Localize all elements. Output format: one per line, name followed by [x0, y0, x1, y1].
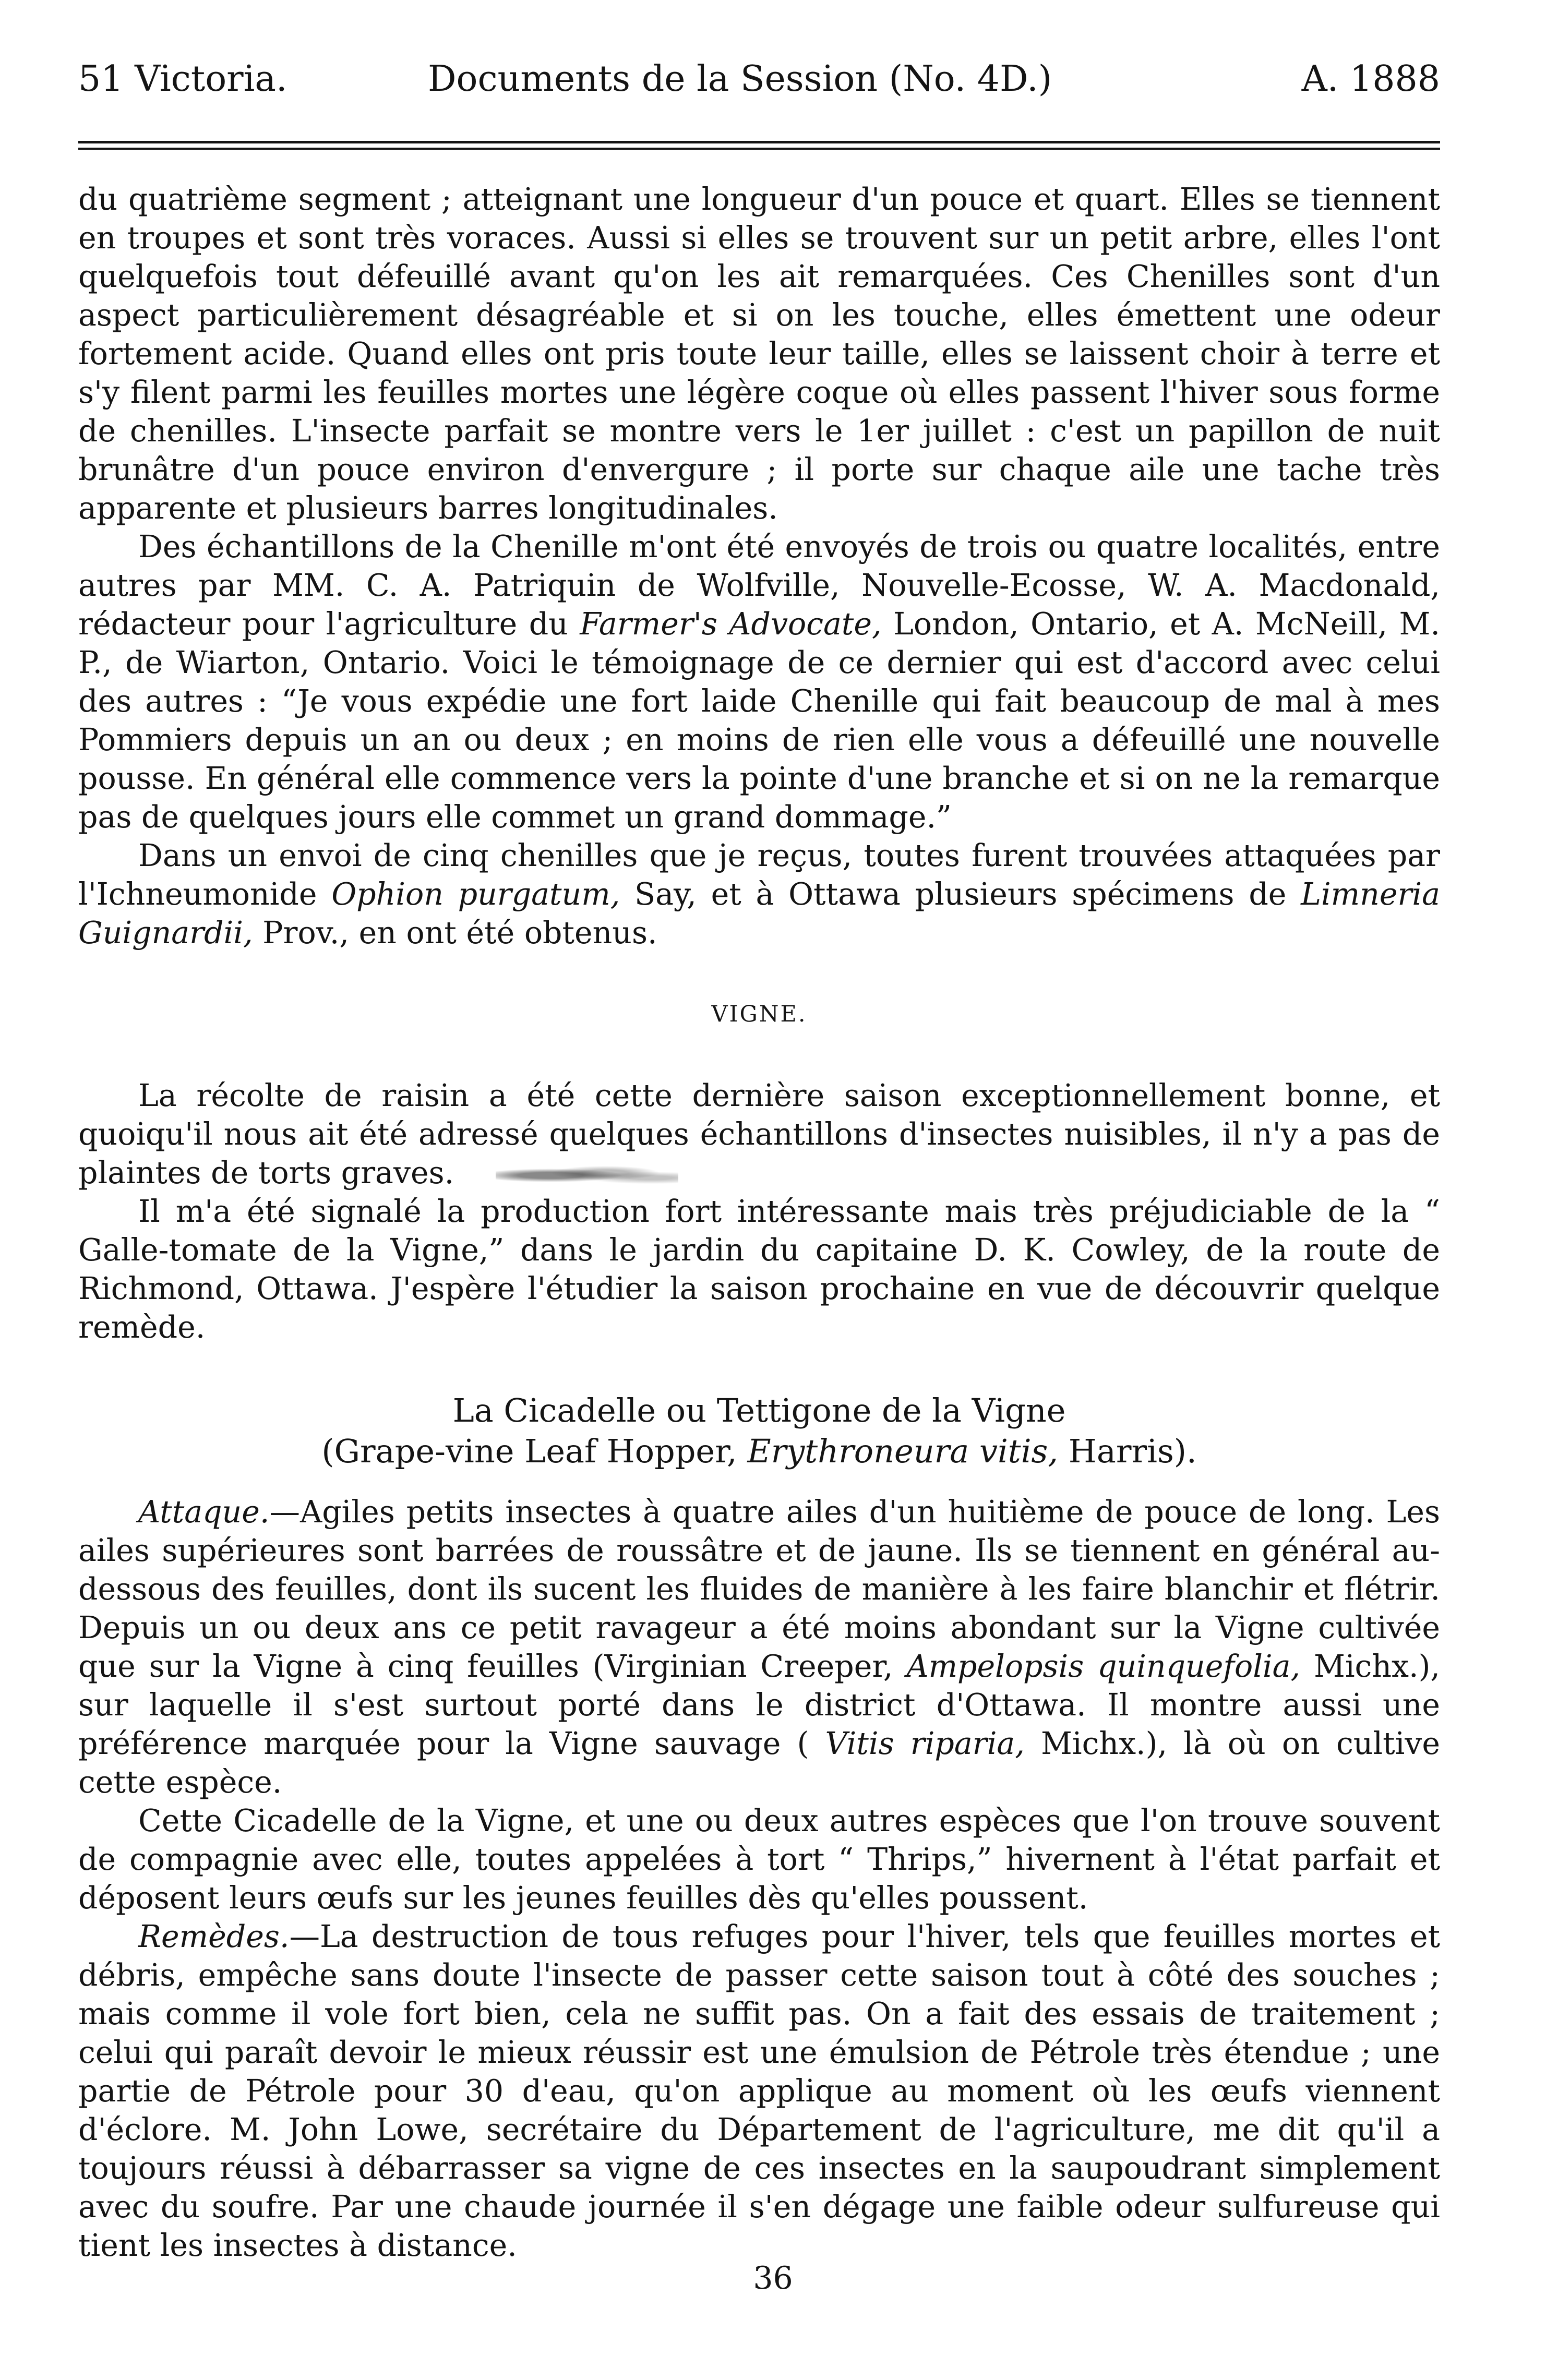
- paragraph-recolte: [78, 1076, 1440, 1192]
- italic-run: Farmer's Advocate,: [580, 606, 882, 642]
- italic-run: Ophion purgatum,: [331, 876, 620, 912]
- text-run: Harris).: [1058, 1432, 1197, 1470]
- text-run: du quatrième segment ; atteignant une longueur d'un pouce et quart. Elles se tiennent en troupes et sont très voraces. Aussi si elles se trouvent sur un petit arbre, elles l'ont quelquefois tout défeuillé avant qu'on les ait remarquées. Ces Chenilles sont d'un aspect particulièrement désagréable et si on les touche, elles émettent une odeur fortement acide. Quand elles ont pris toute leur taille, elles se laissent choir à terre et s'y filent parmi les feuilles mortes une légère coque où elles passent l'hiver sous forme de chenilles. L'insecte parfait se montre vers le 1er juillet : c'est un papillon de nuit brunâtre d'un pouce environ d'envergure ; il porte sur chaque aile une tache très apparente et plusieurs barres longitudinales.: [78, 182, 1440, 526]
- italic-run: Attaque.: [138, 1494, 270, 1530]
- paragraph-remedes: [78, 1917, 1440, 2265]
- species-title: [78, 1390, 1440, 1472]
- ink-smudge: [496, 1163, 678, 1187]
- species-title-line-1: La Cicadelle ou Tettigone de la Vigne: [452, 1391, 1066, 1429]
- text-run: Michx.), sur laquelle il s'est surtout porté dans le district d'Ottawa. Il montre aussi une préférence marquée pour la Vigne sauvage (: [78, 1649, 1440, 1761]
- text-run: La récolte de raisin a été cette dernière saison exceptionnellement bonne, et quoiqu'il nous ait été adressé quelques échantillons d'insectes nuisibles, il n'y a pas de plaintes de torts graves.: [78, 1078, 1440, 1191]
- paragraph-chenille-description: [78, 180, 1440, 527]
- italic-run: Vitis riparia,: [825, 1726, 1025, 1761]
- text-run: —Agiles petits insectes à quatre ailes d'un huitième de pouce de long. Les ailes supérieures sont barrées de roussâtre et de jaune. Ils se tiennent en général au-dessous des feuilles, dont ils sucent les fluides de manière à les faire blanchir et flétrir. Depuis un ou deux ans ce petit ravageur a été moins abondant sur la Vigne cultivée que sur la Vigne à cinq feuilles (Virginian Creeper,: [78, 1494, 1440, 1684]
- italic-run: Limneria Guignardii,: [78, 876, 1441, 951]
- text-run: Prov., en ont été obtenus.: [253, 915, 657, 951]
- text-run: (Grape-vine Leaf Hopper,: [321, 1432, 748, 1470]
- paragraph-echantillons: [78, 527, 1440, 836]
- page-number: 36: [753, 2260, 793, 2297]
- text-run: Say, et à Ottawa plusieurs spécimens de: [620, 876, 1301, 912]
- header-volume: 51 Victoria.: [78, 58, 287, 100]
- italic-run: Erythroneura vitis,: [747, 1432, 1059, 1470]
- header-rule-thick: [78, 141, 1440, 143]
- paragraph-galle-tomate: [78, 1192, 1440, 1347]
- page-header: [78, 58, 1440, 100]
- paragraph-attaque: [78, 1493, 1440, 1801]
- italic-run: Ampelopsis quinquefolia,: [906, 1649, 1301, 1684]
- paragraph-envoi: [78, 836, 1440, 952]
- species-title-line-2: [78, 1431, 1440, 1472]
- text-run: Des échantillons de la Chenille m'ont été envoyés de trois ou quatre localités, entre autres par MM. C. A. Patriquin de Wolfville, Nouvelle-Ecosse, W. A. Macdonald, rédacteur pour l'agriculture du: [78, 529, 1440, 642]
- header-rule-thin: [78, 148, 1440, 150]
- text-run: Cette Cicadelle de la Vigne, et une ou deux autres espèces que l'on trouve souvent de compagnie avec elle, toutes appelées à tort “ Thrips,” hivernent à l'état parfait et déposent leurs œufs sur les jeunes feuilles dès qu'elles poussent.: [78, 1803, 1440, 1916]
- text-run: —La destruction de tous refuges pour l'hiver, tels que feuilles mortes et débris, empêche sans doute l'insecte de passer cette saison tout à côté des souches ; mais comme il vole fort bien, cela ne suffit pas. On a fait des essais de traitement ; celui qui paraît devoir le mieux réussir est une émulsion de Pétrole très étendue ; une partie de Pétrole pour 30 d'eau, qu'on applique au moment où les œufs viennent d'éclore. M. John Lowe, secrétaire du Département de l'agriculture, me dit qu'il a toujours réussi à débarrasser sa vigne de ces insectes en la saupoudrant simplement avec du soufre. Par une chaude journée il s'en dégage une faible odeur sulfureuse qui tient les insectes à distance.: [78, 1919, 1440, 2263]
- paragraph-cicadelle: [78, 1801, 1440, 1917]
- text-run: Dans un envoi de cinq chenilles que je reçus, toutes furent trouvées attaquées par l'Ichneumonide: [78, 838, 1440, 912]
- header-year: A. 1888: [1301, 58, 1440, 100]
- text-run: London, Ontario, et A. McNeill, M. P., de Wiarton, Ontario. Voici le témoignage de ce dernier qui est d'accord avec celui des autres : “Je vous expédie une fort laide Chenille qui fait beaucoup de mal à mes Pommiers depuis un an ou deux ; en moins de rien elle vous a défeuillé une nouvelle pousse. En général elle commence vers la pointe d'une branche et si on ne la remarque pas de quelques jours elle commet un grand dommage.”: [78, 606, 1440, 835]
- header-title: Documents de la Session (No. 4D.): [428, 58, 1052, 100]
- text-run: Il m'a été signalé la production fort intéressante mais très préjudiciable de la “ Galle-tomate de la Vigne,” dans le jardin du capitaine D. K. Cowley, de la route de Richmond, Ottawa. J'espère l'étudier la saison prochaine en vue de découvrir quelque remède.: [78, 1194, 1440, 1345]
- italic-run: Remèdes.: [138, 1919, 290, 1954]
- page-body: [78, 180, 1440, 2265]
- text-run: Michx.), là où on cultive cette espèce.: [78, 1726, 1440, 1800]
- section-heading-vigne: VIGNE.: [711, 1001, 807, 1027]
